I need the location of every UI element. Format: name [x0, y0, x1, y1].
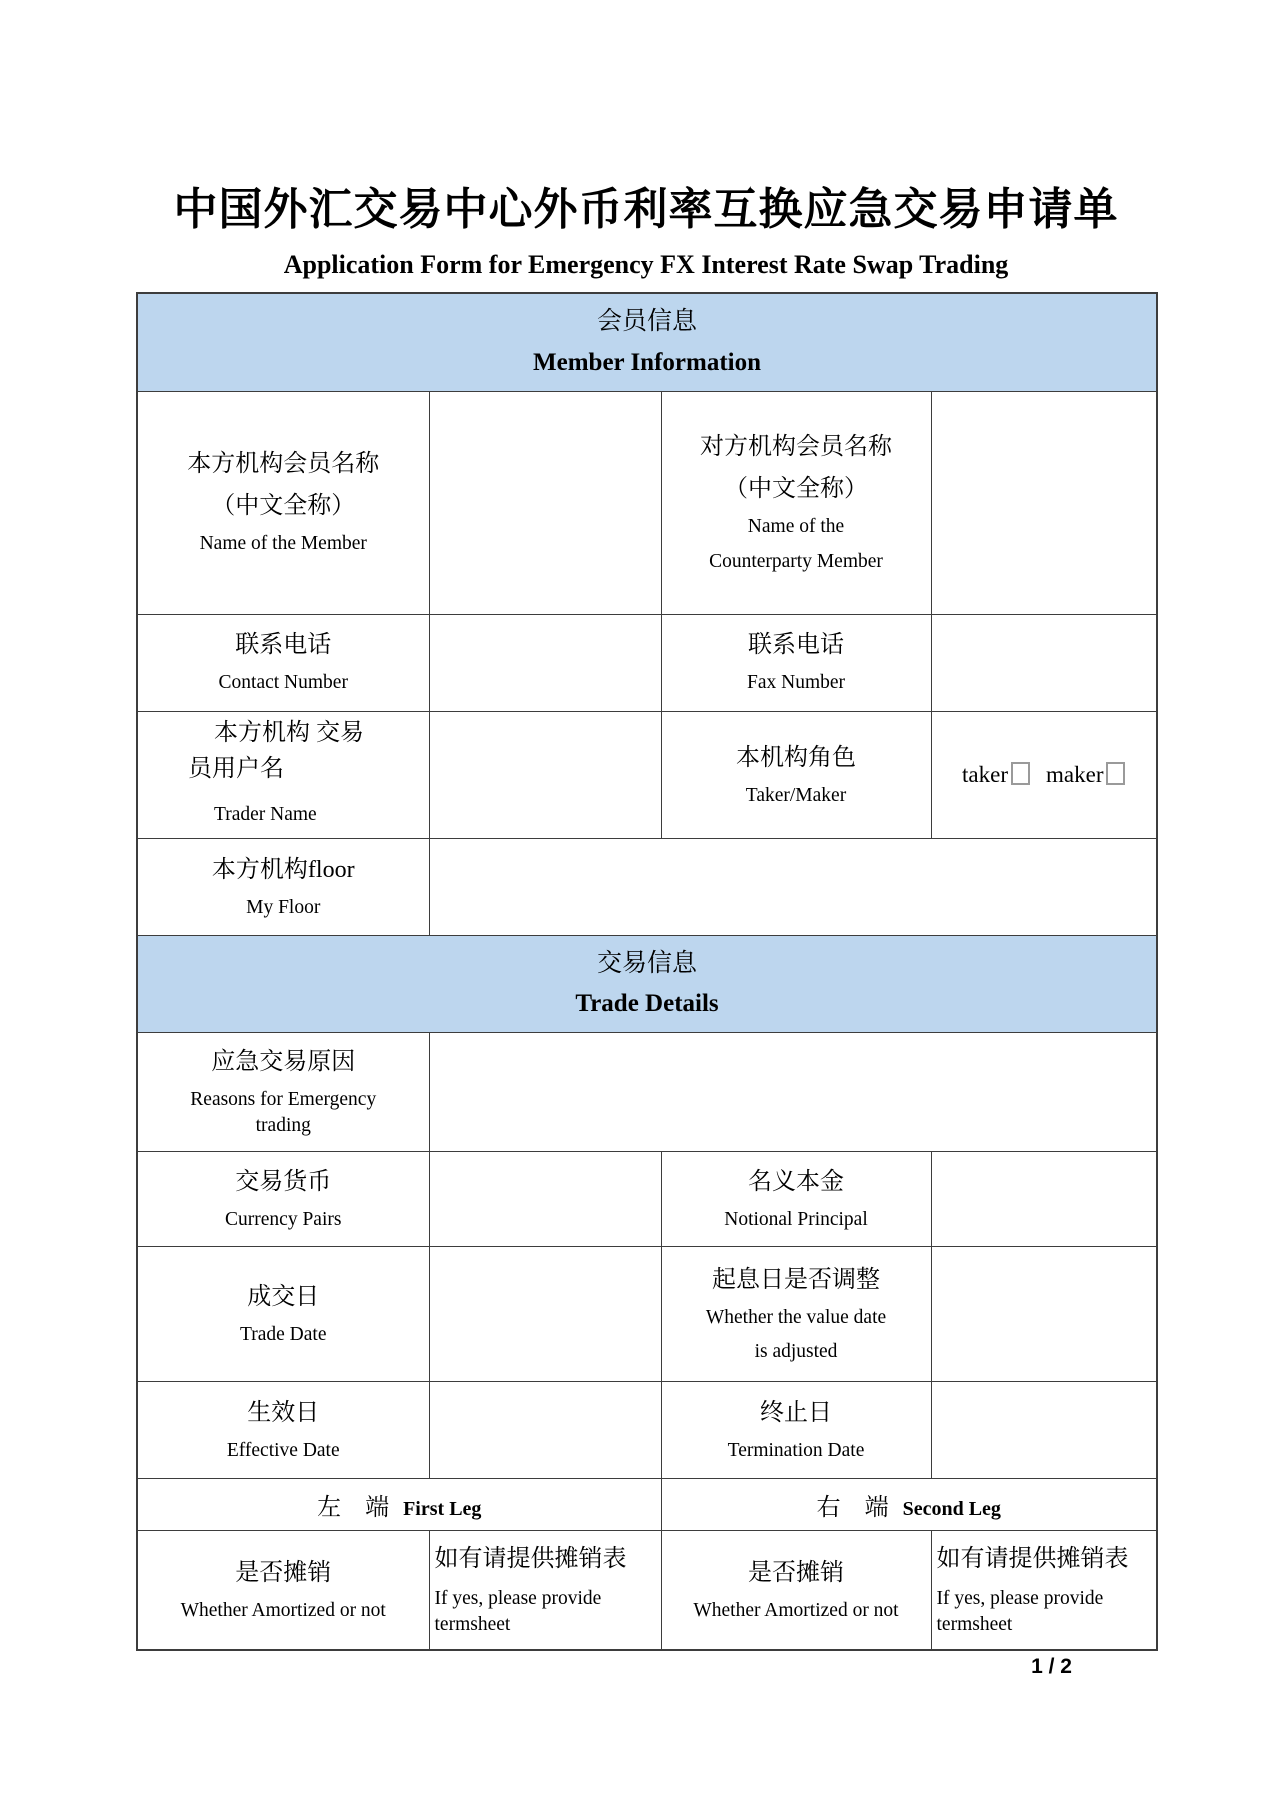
application-form-table [136, 292, 1158, 1651]
trader-name-label-en: Trader Name [214, 803, 317, 825]
value-date-adjusted-label-zh: 起息日是否调整 [712, 1266, 880, 1293]
role-label-zh: 本机构角色 [736, 744, 856, 771]
trader-name-label-zh2: 员用户名 [188, 755, 284, 782]
trade-date-label-zh: 成交日 [247, 1283, 320, 1310]
notional-principal-input-cell[interactable] [931, 1151, 1157, 1246]
counterparty-name-input-cell[interactable] [931, 391, 1157, 614]
maker-checkbox[interactable] [1106, 762, 1125, 785]
my-floor-label-en: My Floor [246, 896, 321, 918]
table-row [137, 1151, 1157, 1246]
counterparty-name-label [661, 391, 931, 614]
table-row [137, 711, 1157, 838]
trader-name-label-zh1: 本方机构 交易 [214, 719, 364, 746]
second-leg-header-en: Second Leg [902, 1497, 1001, 1520]
value-date-adjusted-label-en1: Whether the value date [705, 1306, 887, 1328]
notional-principal-label [661, 1151, 931, 1246]
contact-number-label [137, 614, 429, 711]
table-row [137, 391, 1157, 614]
counterparty-name-label-en1: Name of the [747, 516, 845, 538]
my-floor-label-zh: 本方机构floor [211, 856, 355, 883]
second-leg-header [661, 1478, 1157, 1530]
table-row [137, 838, 1157, 935]
first-leg-termsheet-label [429, 1530, 661, 1650]
second-leg-header-zh: 右 端 [816, 1494, 889, 1521]
effective-date-input-cell[interactable] [429, 1381, 661, 1478]
table-row [137, 1478, 1157, 1530]
value-date-adjusted-label [661, 1246, 931, 1381]
fax-number-label [661, 614, 931, 711]
currency-pairs-label-zh: 交易货币 [235, 1168, 332, 1195]
second-leg-termsheet-label-en: If yes, please provide termsheet [936, 1587, 1104, 1636]
member-name-input-cell[interactable] [429, 391, 661, 614]
page-title: 中国外汇交易中心外币利率互换应急交易申请单 [173, 185, 1119, 234]
currency-pairs-label-en: Currency Pairs [225, 1208, 342, 1230]
table-row [137, 1246, 1157, 1381]
second-leg-termsheet-label [931, 1530, 1157, 1650]
first-leg-amortized-label-zh: 是否摊销 [235, 1560, 332, 1587]
trader-name-input-cell[interactable] [429, 711, 661, 838]
first-leg-header-zh: 左 端 [317, 1494, 390, 1521]
emergency-reason-label [137, 1032, 429, 1151]
termination-date-input-cell[interactable] [931, 1381, 1157, 1478]
page-subtitle: Application Form for Emergency FX Interest Rate Swap Trading [283, 250, 1009, 279]
member-name-label-zh-full: （中文全称） [211, 493, 356, 520]
page-number: 1 / 2 [1031, 1655, 1072, 1678]
section-trade-en: Trade Details [575, 990, 719, 1018]
section-member-en: Member Information [533, 348, 761, 376]
my-floor-label [137, 838, 429, 935]
second-leg-amortized-label-en: Whether Amortized or not [693, 1600, 899, 1622]
member-name-label-zh: 本方机构会员名称 [187, 451, 380, 478]
first-leg-termsheet-label-en: If yes, please provide termsheet [434, 1587, 602, 1636]
taker-option-label: taker [962, 761, 1009, 787]
effective-date-label-zh: 生效日 [247, 1399, 320, 1426]
section-header-trade-details [137, 935, 1157, 1032]
currency-pairs-input-cell[interactable] [429, 1151, 661, 1246]
section-row-trade [137, 935, 1157, 1032]
emergency-reason-label-en: Reasons for Emergency trading [190, 1088, 377, 1136]
second-leg-amortized-label-zh: 是否摊销 [748, 1560, 844, 1587]
emergency-reason-input-cell[interactable] [429, 1032, 1157, 1151]
value-date-adjusted-input-cell[interactable] [931, 1246, 1157, 1381]
termination-date-label-zh: 终止日 [760, 1399, 832, 1426]
trade-date-label [137, 1246, 429, 1381]
first-leg-termsheet-label-zh: 如有请提供摊销表 [434, 1545, 627, 1572]
role-options-cell [931, 711, 1157, 838]
effective-date-label-en: Effective Date [226, 1439, 340, 1461]
fax-number-input-cell[interactable] [931, 614, 1157, 711]
table-row [137, 1530, 1157, 1650]
fax-number-label-en: Fax Number [746, 672, 846, 694]
section-member-zh: 会员信息 [597, 308, 698, 335]
notional-principal-label-en: Notional Principal [724, 1208, 868, 1230]
counterparty-name-label-zh: 对方机构会员名称 [700, 434, 892, 461]
section-row-member [137, 293, 1157, 391]
table-row [137, 1032, 1157, 1151]
termination-date-label-en: Termination Date [727, 1439, 865, 1461]
second-leg-amortized-label [661, 1530, 931, 1650]
second-leg-termsheet-label-zh: 如有请提供摊销表 [936, 1545, 1129, 1572]
currency-pairs-label [137, 1151, 429, 1246]
trade-date-label-en: Trade Date [240, 1323, 327, 1345]
contact-number-label-en: Contact Number [218, 672, 348, 694]
first-leg-amortized-label-en: Whether Amortized or not [180, 1600, 386, 1622]
member-name-label-en: Name of the Member [199, 533, 367, 555]
first-leg-header [137, 1478, 661, 1530]
first-leg-amortized-label [137, 1530, 429, 1650]
notional-principal-label-zh: 名义本金 [748, 1168, 844, 1195]
role-label-en: Taker/Maker [745, 784, 847, 806]
value-date-adjusted-label-en2: is adjusted [754, 1341, 838, 1362]
fax-number-label-zh: 联系电话 [748, 632, 844, 659]
contact-number-input-cell[interactable] [429, 614, 661, 711]
counterparty-name-label-zh-full: （中文全称） [724, 476, 868, 503]
table-row [137, 614, 1157, 711]
effective-date-label [137, 1381, 429, 1478]
maker-option-label: maker [1046, 761, 1104, 787]
taker-checkbox[interactable] [1011, 762, 1030, 785]
section-header-member-information [137, 293, 1157, 391]
first-leg-header-en: First Leg [403, 1497, 482, 1520]
termination-date-label [661, 1381, 931, 1478]
member-name-label [137, 391, 429, 614]
role-label [661, 711, 931, 838]
trade-date-input-cell[interactable] [429, 1246, 661, 1381]
contact-number-label-zh: 联系电话 [235, 632, 332, 659]
counterparty-name-label-en2: Counterparty Member [709, 550, 883, 572]
emergency-reason-label-zh: 应急交易原因 [211, 1048, 356, 1075]
table-row [137, 1381, 1157, 1478]
trader-name-label [137, 711, 429, 838]
my-floor-input-cell[interactable] [429, 838, 1157, 935]
section-trade-zh: 交易信息 [597, 949, 698, 977]
